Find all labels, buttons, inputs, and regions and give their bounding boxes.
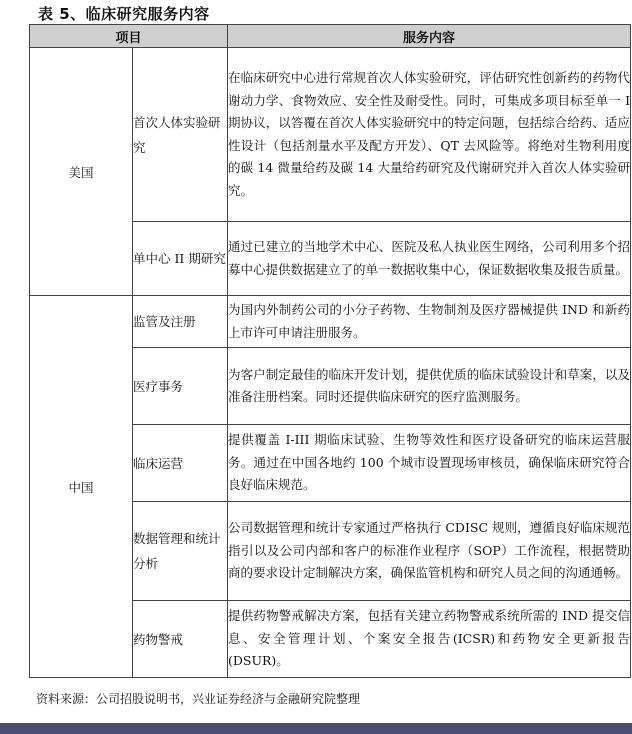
content-cell: 为客户制定最佳的临床开发计划，提供优质的临床试验设计和草案，以及准备注册档案。同时还提供临床研究的医疗监测服务。 (228, 348, 631, 425)
table-header-row (30, 25, 631, 48)
region-cell-china: 中国 (30, 296, 133, 678)
header-item: 项目 (30, 25, 228, 48)
table-row (30, 296, 631, 348)
region-cell-us: 美国 (30, 48, 133, 296)
item-cell: 首次人体实验研究 (133, 48, 228, 222)
item-cell: 数据管理和统计分析 (133, 502, 228, 601)
source-note: 资料来源：公司招股说明书，兴业证券经济与金融研究院整理 (36, 692, 361, 706)
content-cell: 通过已建立的当地学术中心、医院及私人执业医生网络，公司利用多个招募中心提供数据建立了的单一数据收集中心，保证数据收集及报告质量。 (228, 222, 631, 296)
content-cell: 提供覆盖 I-III 期临床试验、生物等效性和医疗设备研究的临床运营服务。通过在中国各地约 100 个城市设置现场审核员，确保临床研究符合良好临床规范。 (228, 425, 631, 502)
table-row (30, 48, 631, 222)
content-cell: 公司数据管理和统计专家通过严格执行 CDISC 规则，遵循良好临床规范指引以及公司内部和客户的标准作业程序（SOP）工作流程，根据赞助商的要求设计定制解决方案，确保监管机构和研究人员之间的沟通通畅。 (228, 502, 631, 601)
item-cell: 医疗事务 (133, 348, 228, 425)
table-title: 表 5、临床研究服务内容 (38, 5, 210, 23)
item-cell: 单中心 II 期研究 (133, 222, 228, 296)
content-cell: 提供药物警戒解决方案，包括有关建立药物警戒系统所需的 IND 提交信息、安全管理计划、个案安全报告(ICSR)和药物安全更新报告(DSUR)。 (228, 601, 631, 678)
item-cell: 药物警戒 (133, 601, 228, 678)
item-cell: 监管及注册 (133, 296, 228, 348)
item-cell: 临床运营 (133, 425, 228, 502)
header-content: 服务内容 (228, 25, 631, 48)
footer-bar (0, 723, 632, 734)
content-cell: 为国内外制药公司的小分子药物、生物制剂及医疗器械提供 IND 和新药上市许可申请注册服务。 (228, 296, 631, 348)
clinical-services-table (29, 24, 631, 678)
content-cell: 在临床研究中心进行常规首次人体实验研究，评估研究性创新药的药物代谢动力学、食物效应、安全性及耐受性。同时，可集成多项目标至单一 I 期协议，以答覆在首次人体实验研究中的特定问题，包括综合给药、适应性设计（包括剂量水平及配方开发）、QT 去风险等。将绝对生物利用度的碳 14 微量给药及碳 14 大量给药研究及代谢研究并入首次人体实验研究。 (228, 48, 631, 222)
